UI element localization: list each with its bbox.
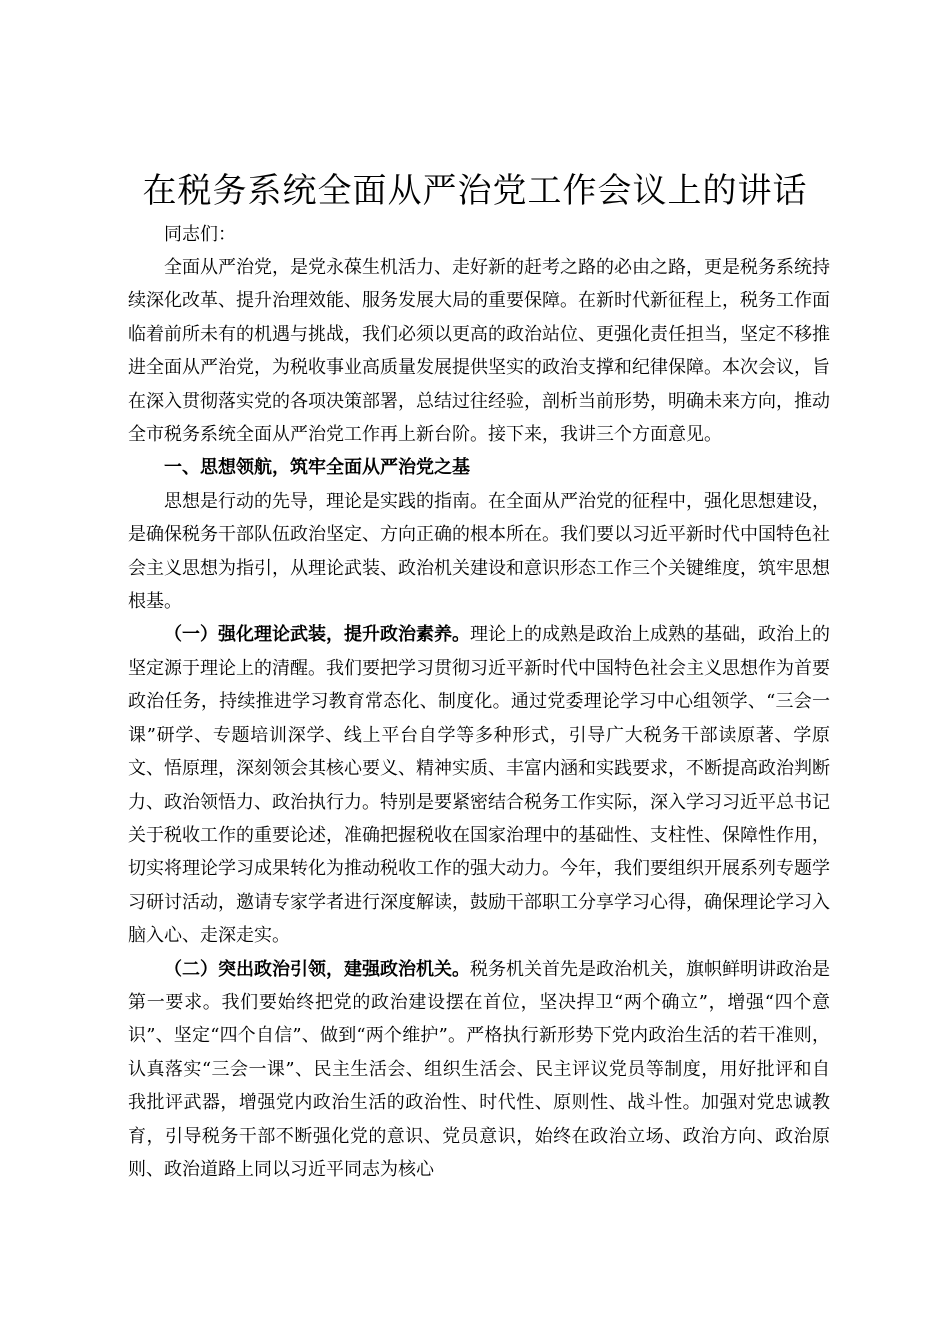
section-1-item-1-paragraph <box>128 618 830 952</box>
section-1-item-2-lead: （二）突出政治引领，建强政治机关。 <box>164 958 470 980</box>
section-1-item-1-lead: （一）强化理论武装，提升政治素养。 <box>164 624 470 646</box>
section-1-item-1-text: 理论上的成熟是政治上成熟的基础，政治上的坚定源于理论上的清醒。我们要把学习贯彻习近平新时代中国特色社会主义思想作为首要政治任务，持续推进学习教育常态化、制度化。通过党委理论学习中心组领学、“三会一课”研学、专题培训深学、线上平台自学等多种形式，引导广大税务干部读原著、学原文、悟原理，深刻领会其核心要义、精神实质、丰富内涵和实践要求，不断提高政治判断力、政治领悟力、政治执行力。特别是要紧密结合税务工作实际，深入学习习近平总书记关于税收工作的重要论述，准确把握税收在国家治理中的基础性、支柱性、保障性作用，切实将理论学习成果转化为推动税收工作的强大动力。今年，我们要组织开展系列专题学习研讨活动，邀请专家学者进行深度解读，鼓励干部职工分享学习心得，确保理论学习入脑入心、走深走实。 <box>128 624 830 947</box>
section-1-item-2-text: 税务机关首先是政治机关，旗帜鲜明讲政治是第一要求。我们要始终把党的政治建设摆在首位，坚决捍卫“两个确立”，增强“四个意识”、坚定“四个自信”、做到“两个维护”。严格执行新形势下党内政治生活的若干准则，认真落实“三会一课”、民主生活会、组织生活会、民主评议党员等制度，用好批评和自我批评武器，增强党内政治生活的政治性、时代性、原则性、战斗性。加强对党忠诚教育，引导税务干部不断强化党的意识、党员意识，始终在政治立场、政治方向、政治原则、政治道路上同以习近平同志为核心 <box>128 958 830 1180</box>
salutation: 同志们： <box>164 224 236 245</box>
section-1-intro-paragraph: 思想是行动的先导，理论是实践的指南。在全面从严治党的征程中，强化思想建设，是确保税务干部队伍政治坚定、方向正确的根本所在。我们要以习近平新时代中国特色社会主义思想为指引，从理论武装、政治机关建设和意识形态工作三个关键维度，筑牢思想根基。 <box>128 490 830 613</box>
document-title: 在税务系统全面从严治党工作会议上的讲话 <box>142 171 808 211</box>
section-1-heading: 一、思想领航，筑牢全面从严治党之基 <box>164 457 470 479</box>
section-1-item-2-paragraph <box>128 953 830 1187</box>
document-body <box>128 218 830 1186</box>
intro-paragraph: 全面从严治党，是党永葆生机活力、走好新的赶考之路的必由之路，更是税务系统持续深化改革、提升治理效能、服务发展大局的重要保障。在新时代新征程上，税务工作面临着前所未有的机遇与挑战，我们必须以更高的政治站位、更强化责任担当，坚定不移推进全面从严治党，为税收事业高质量发展提供坚实的政治支撑和纪律保障。本次会议，旨在深入贯彻落实党的各项决策部署，总结过往经验，剖析当前形势，明确未来方向，推动全市税务系统全面从严治党工作再上新台阶。接下来，我讲三个方面意见。 <box>128 257 830 446</box>
